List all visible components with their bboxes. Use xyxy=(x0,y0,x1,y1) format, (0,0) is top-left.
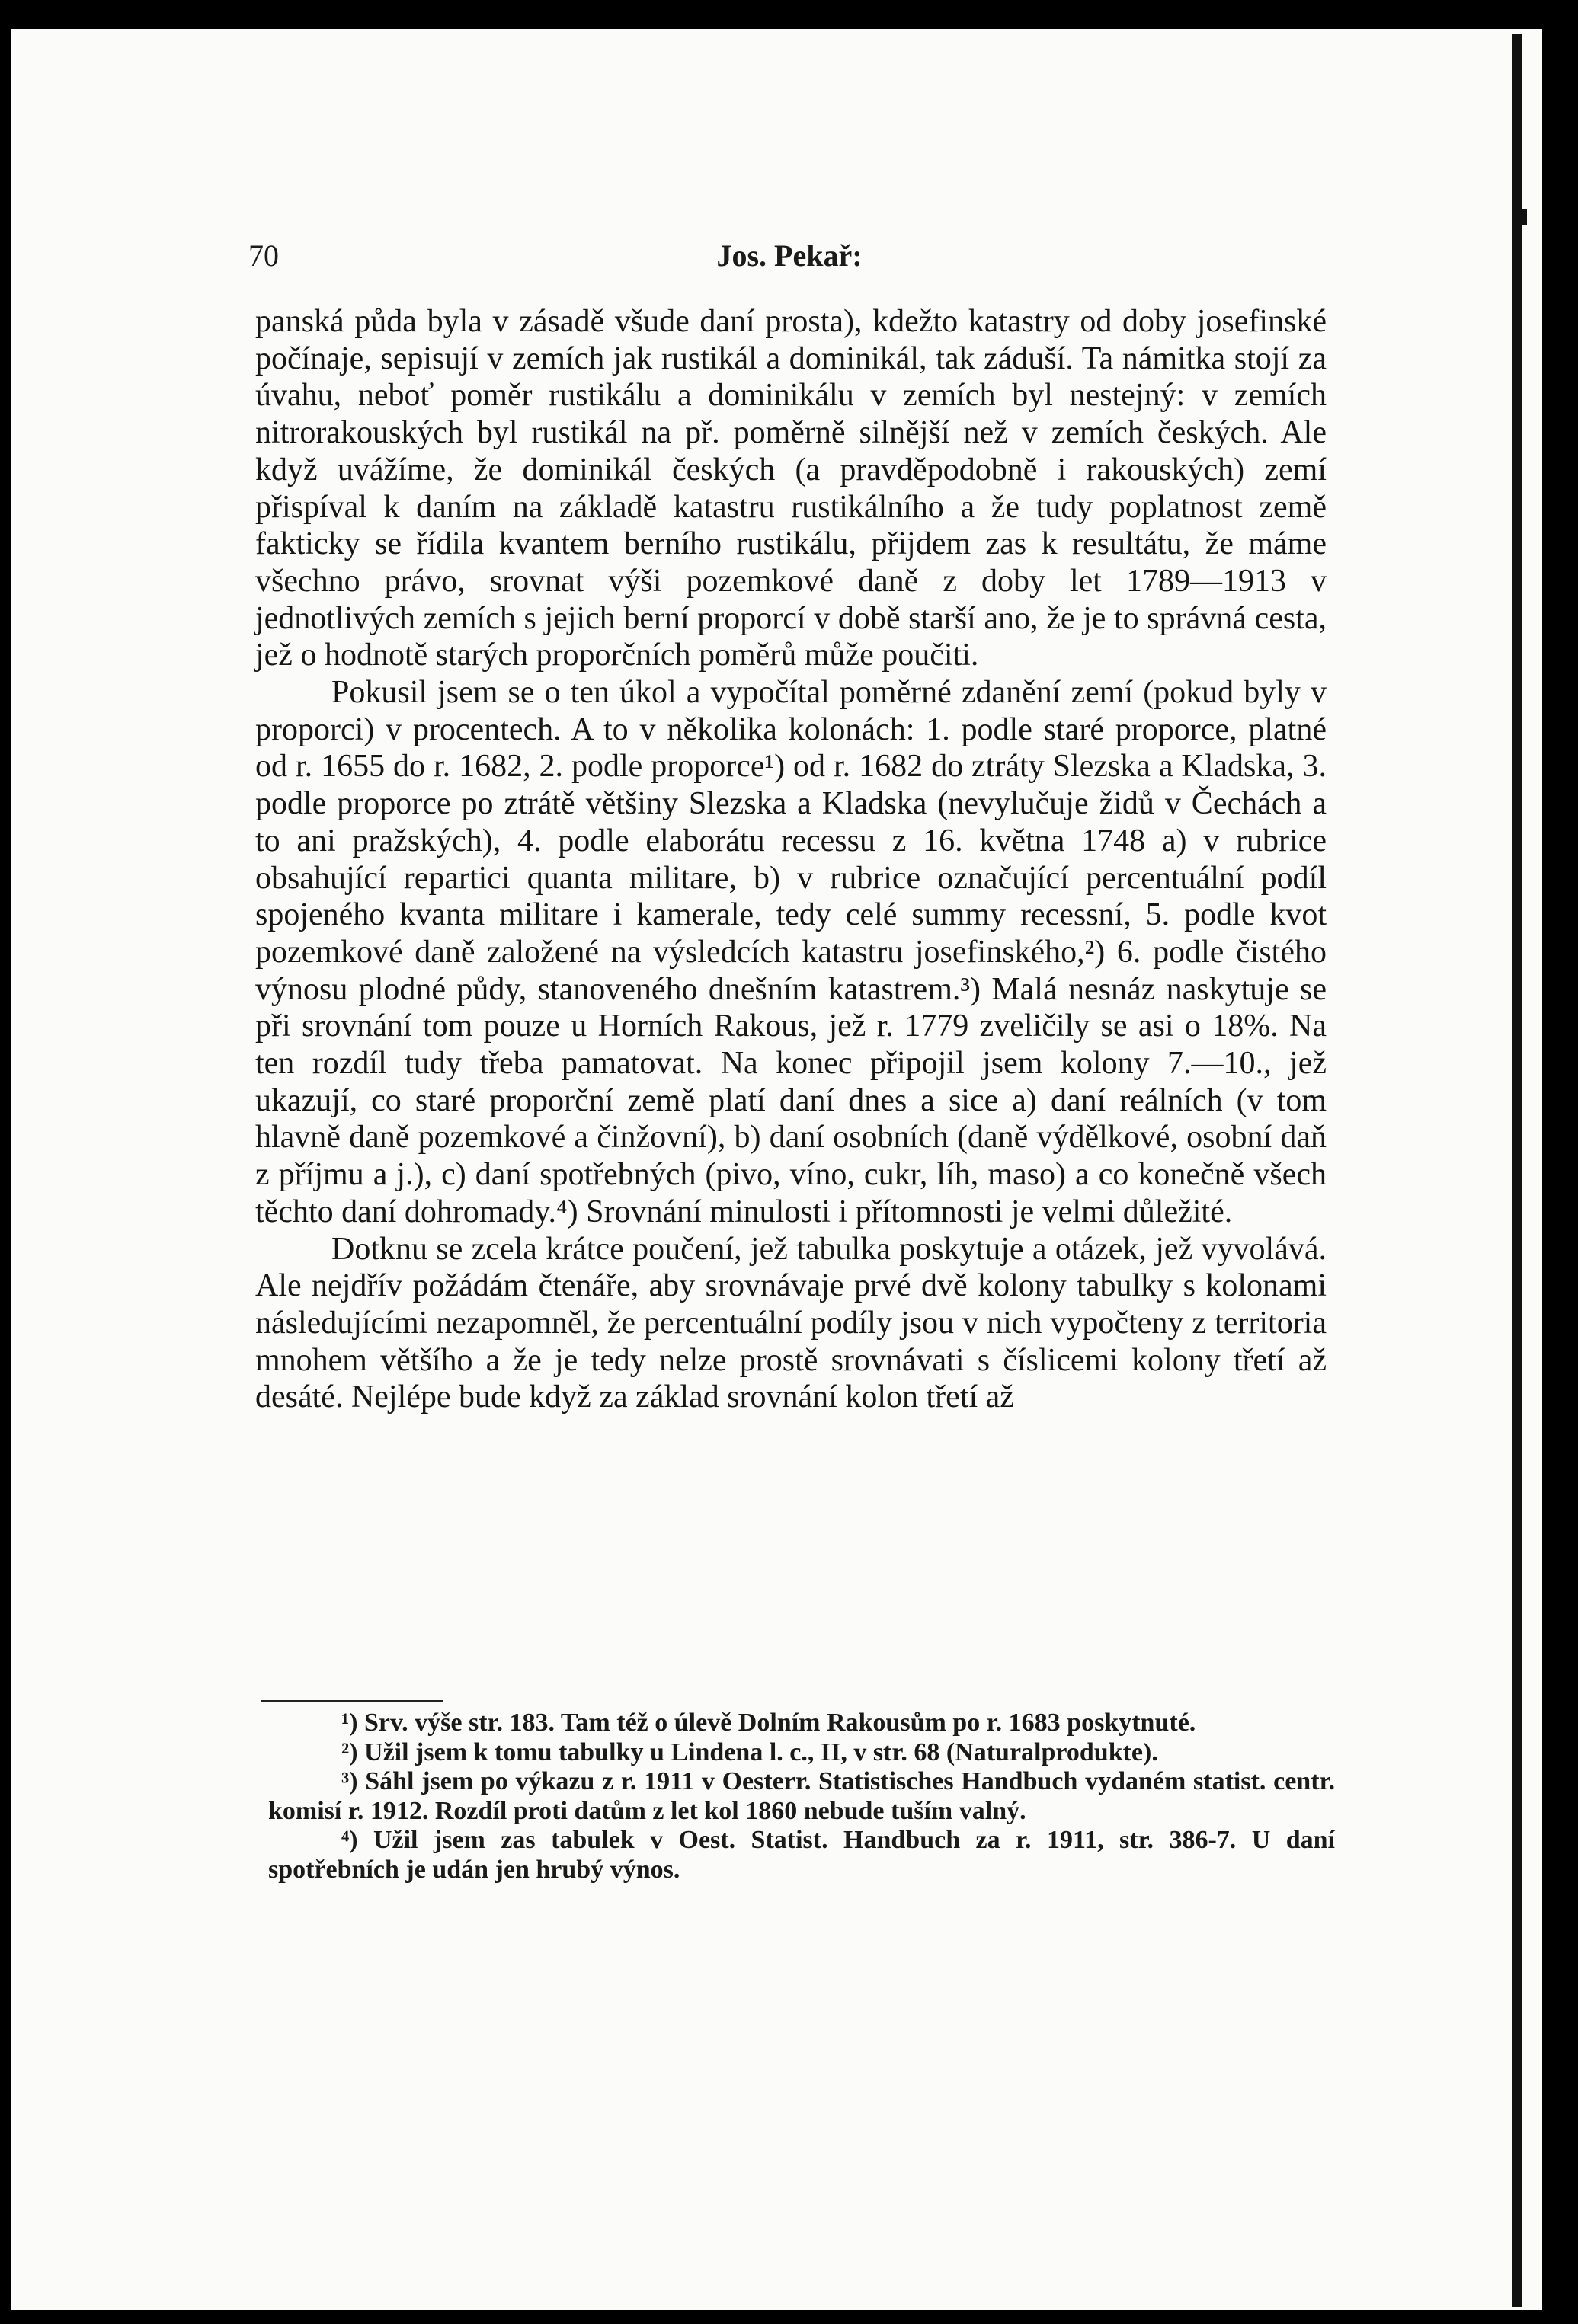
paragraph: Pokusil jsem se o ten úkol a vypočítal poměrné zdanění zemí (pokud byly v proporci) v procentech. A to v několika kolonách: 1. podle staré proporce, platné od r. 1655 do r. 1682, 2. podle proporce¹) od r. 1682 do ztráty Slezska a Kladska, 3. podle proporce po ztrátě většiny Slezska a Kladska (nevylučuje židů v Čechách a to ani pražských), 4. podle elaborátu recessu z 16. května 1748 a) v rubrice obsahující repartici quanta militare, b) v rubrice označující percentuální podíl spojeného kvanta militare i kamerale, tedy celé summy recessní, 5. podle kvot pozemkové daně založené na výsledcích katastru josefinského,²) 6. podle čistého výnosu plodné půdy, stanoveného dnešním katastrem.³) Malá nesnáz naskytuje se při srovnání tom pouze u Horních Rakous, jež r. 1779 zveličily se asi o 18%. Na ten rozdíl tudy třeba pamatovat. Na konec připojil jsem kolony 7.—10., jež ukazují, co staré proporční země platí daní dnes a sice a) daní reálních (v tom hlavně daně pozemkové a činžovní), b) daní osobních (daně výdělkové, osobní daň z příjmu a j.), c) daní spotřebných (pivo, víno, cukr, líh, maso) a co konečně všech těchto daní dohromady.⁴) Srovnání minulosti i přítomnosti je velmi důležité. xyxy=(255,675,1327,1229)
footnotes xyxy=(268,1709,1335,1885)
footnote: ³) Sáhl jsem po výkazu z r. 1911 v Oesterr. Statistisches Handbuch vydaném statist. centr. komisí r. 1912. Rozdíl proti datům z let kol 1860 nebude tuším valný. xyxy=(268,1767,1335,1825)
running-head: Jos. Pekař: xyxy=(716,238,863,273)
main-text xyxy=(255,303,1327,1416)
footnote-divider xyxy=(261,1700,443,1702)
page-number: 70 xyxy=(248,238,279,273)
paragraph: panská půda byla v zásadě všude daní prosta), kdežto katastry od doby josefinské počínaje, sepisují v zemích jak rustikál a dominikál, tak záduší. Ta námitka stojí za úvahu, neboť poměr rustikálu a dominikálu v zemích byl nestejný: v zemích nitrorakouských byl rustikál na př. poměrně silnější než v zemích českých. Ale když uvážíme, že dominikál českých (a pravděpodobně i rakouských) zemí přispíval k daním na základě katastru rustikálního a že tudy poplatnost země fakticky se řídila kvantem berního rustikálu, přijdem zas k resultátu, že máme všechno právo, srovnat výši pozemkové daně z doby let 1789—1913 v jednotlivých zemích s jejich berní proporcí v době starší ano, že je to správná cesta, jež o hodnotě starých proporčních poměrů může poučiti. xyxy=(255,304,1327,673)
page-header xyxy=(248,229,1330,282)
page-edge-shadow xyxy=(1512,34,1522,2307)
footnote: ¹) Srv. výše str. 183. Tam též o úlevě Dolním Rakousům po r. 1683 poskytnuté. xyxy=(341,1709,1196,1737)
footnote: ⁴) Užil jsem zas tabulek v Oest. Statist. Handbuch za r. 1911, str. 386-7. U daní spotřebních je udán jen hrubý výnos. xyxy=(268,1826,1335,1884)
edge-mark xyxy=(1516,2057,1522,2072)
edge-mark xyxy=(1513,1103,1522,1121)
edge-mark xyxy=(1516,209,1527,225)
paragraph: Dotknu se zcela krátce poučení, jež tabulka poskytuje a otázek, jež vyvolává. Ale nejdřív požádám čtenáře, aby srovnávaje prvé dvě kolony tabulky s kolonami následujícími nezapomněl, že percentuální podíly jsou v nich vypočteny z territoria mnohem většího a že je tedy nelze prostě srovnávati s číslicemi kolony třetí až desáté. Nejlépe bude když za základ srovnání kolon třetí až xyxy=(255,1231,1327,1415)
footnote: ²) Užil jsem k tomu tabulky u Lindena l. c., II, v str. 68 (Naturalprodukte). xyxy=(341,1737,1158,1766)
